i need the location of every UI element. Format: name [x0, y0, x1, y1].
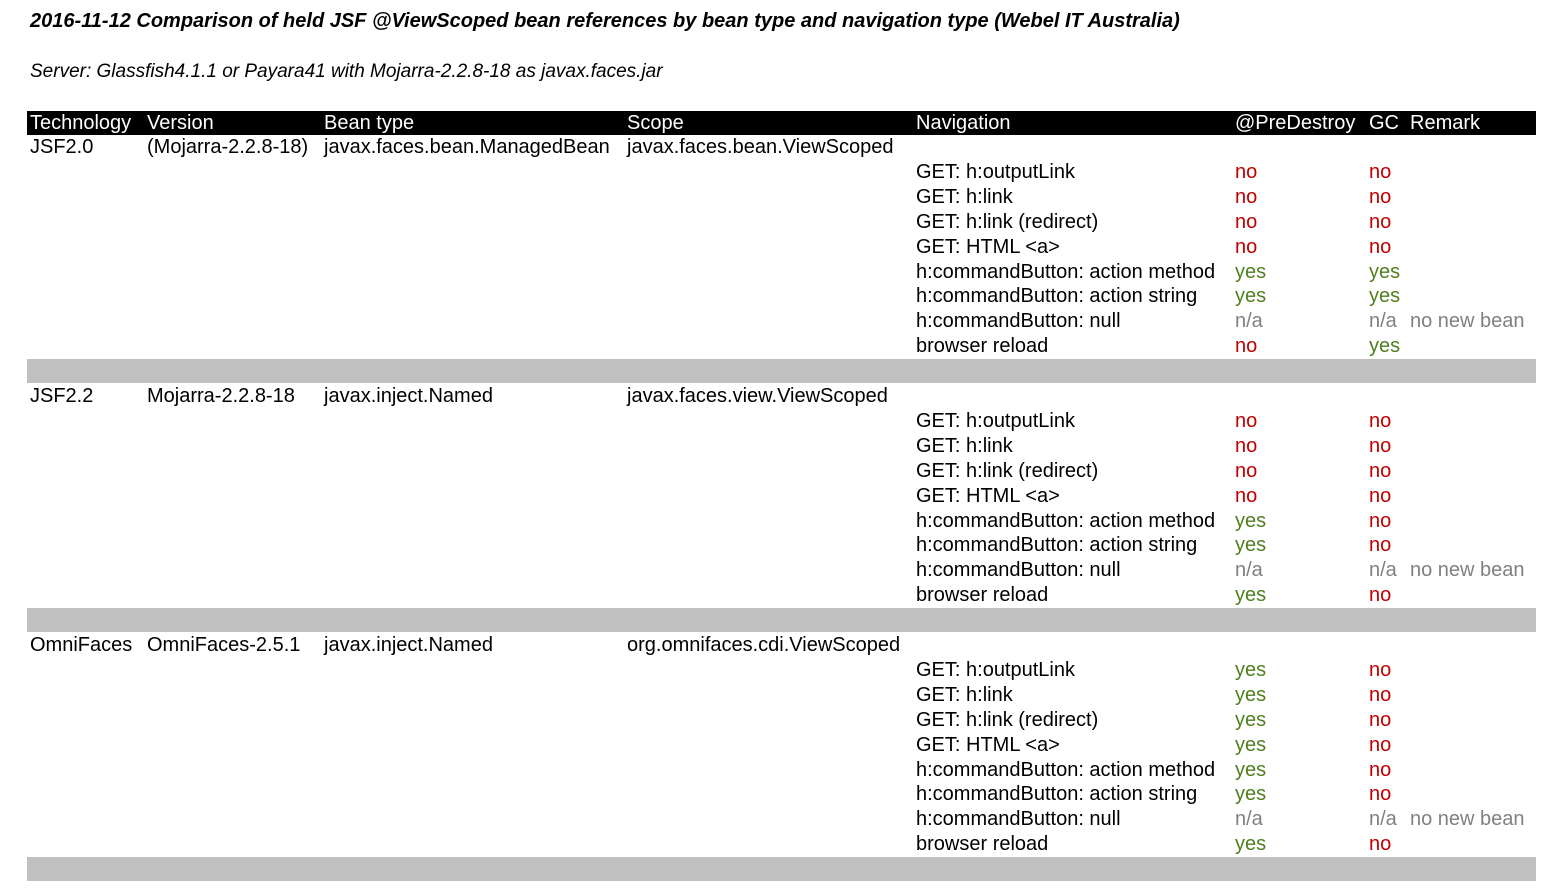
header-technology: Technology — [30, 112, 132, 134]
gc-cell: yes — [1369, 335, 1401, 358]
group-technology: OmniFaces — [30, 634, 133, 656]
predestroy-cell: yes — [1235, 783, 1267, 806]
gc-cell: no — [1369, 783, 1392, 806]
group-separator — [27, 857, 1536, 881]
group-separator — [27, 608, 1536, 632]
predestroy-cell: n/a — [1235, 559, 1263, 582]
predestroy-cell: yes — [1235, 584, 1267, 607]
gc-cell: n/a — [1369, 310, 1397, 333]
gc-cell: no — [1369, 235, 1392, 258]
navigation-cell: GET: HTML <a> — [916, 733, 1060, 756]
predestroy-cell: no — [1235, 185, 1258, 208]
predestroy-cell: yes — [1235, 260, 1267, 283]
header-bean-type: Bean type — [324, 112, 415, 134]
predestroy-cell: yes — [1235, 285, 1267, 308]
predestroy-cell: no — [1235, 235, 1258, 258]
navigation-cell: GET: h:link — [916, 434, 1013, 457]
group-scope: javax.faces.view.ViewScoped — [627, 385, 888, 407]
predestroy-cell: no — [1235, 210, 1258, 233]
gc-cell: no — [1369, 758, 1392, 781]
predestroy-cell: yes — [1235, 708, 1267, 731]
predestroy-cell: no — [1235, 484, 1258, 507]
predestroy-cell: yes — [1235, 658, 1267, 681]
group-bean-type: javax.faces.bean.ManagedBean — [324, 136, 610, 158]
group-technology: JSF2.2 — [30, 385, 94, 407]
group-scope: javax.faces.bean.ViewScoped — [627, 136, 894, 158]
header-navigation: Navigation — [916, 112, 1011, 134]
navigation-cell: h:commandButton: null — [916, 808, 1121, 831]
page-subtitle: Server: Glassfish4.1.1 or Payara41 with Mojarra-2.2.8-18 as javax.faces.jar — [30, 61, 663, 82]
gc-cell: no — [1369, 683, 1392, 706]
navigation-cell: browser reload — [916, 833, 1049, 856]
gc-cell: no — [1369, 708, 1392, 731]
group-separator — [27, 359, 1536, 383]
predestroy-cell: yes — [1235, 509, 1267, 532]
gc-cell: no — [1369, 459, 1392, 482]
gc-cell: no — [1369, 584, 1392, 607]
predestroy-cell: no — [1235, 335, 1258, 358]
remark-cell: no new bean — [1410, 808, 1525, 831]
navigation-cell: h:commandButton: action string — [916, 534, 1198, 557]
predestroy-cell: yes — [1235, 758, 1267, 781]
group-bean-type: javax.inject.Named — [324, 385, 493, 407]
header-scope: Scope — [627, 112, 684, 134]
predestroy-cell: yes — [1235, 534, 1267, 557]
predestroy-cell: no — [1235, 160, 1258, 183]
gc-cell: n/a — [1369, 808, 1397, 831]
group-bean-type: javax.inject.Named — [324, 634, 493, 656]
predestroy-cell: n/a — [1235, 310, 1263, 333]
page-title: 2016-11-12 Comparison of held JSF @ViewScoped bean references by bean type and navigation type (Webel IT Australia) — [30, 10, 1180, 32]
gc-cell: no — [1369, 484, 1392, 507]
gc-cell: yes — [1369, 260, 1401, 283]
predestroy-cell: yes — [1235, 683, 1267, 706]
group-version: OmniFaces-2.5.1 — [147, 634, 301, 656]
navigation-cell: GET: h:link — [916, 185, 1013, 208]
header-gc: GC — [1369, 112, 1399, 134]
navigation-cell: h:commandButton: action string — [916, 783, 1198, 806]
predestroy-cell: no — [1235, 409, 1258, 432]
header-remark: Remark — [1410, 112, 1481, 134]
remark-cell: no new bean — [1410, 559, 1525, 582]
navigation-cell: GET: HTML <a> — [916, 235, 1060, 258]
navigation-cell: h:commandButton: action string — [916, 285, 1198, 308]
navigation-cell: GET: h:outputLink — [916, 409, 1075, 432]
header-version: Version — [147, 112, 214, 134]
gc-cell: no — [1369, 833, 1392, 856]
remark-cell: no new bean — [1410, 310, 1525, 333]
group-technology: JSF2.0 — [30, 136, 94, 158]
gc-cell: no — [1369, 409, 1392, 432]
gc-cell: no — [1369, 160, 1392, 183]
predestroy-cell: yes — [1235, 733, 1267, 756]
navigation-cell: h:commandButton: null — [916, 559, 1121, 582]
gc-cell: no — [1369, 534, 1392, 557]
navigation-cell: GET: h:link (redirect) — [916, 459, 1099, 482]
group-version: (Mojarra-2.2.8-18) — [147, 136, 309, 158]
gc-cell: yes — [1369, 285, 1401, 308]
navigation-cell: GET: h:link (redirect) — [916, 708, 1099, 731]
gc-cell: no — [1369, 210, 1392, 233]
navigation-cell: h:commandButton: null — [916, 310, 1121, 333]
predestroy-cell: yes — [1235, 833, 1267, 856]
group-version: Mojarra-2.2.8-18 — [147, 385, 295, 407]
navigation-cell: browser reload — [916, 335, 1049, 358]
gc-cell: no — [1369, 733, 1392, 756]
table-header — [27, 111, 1536, 135]
navigation-cell: h:commandButton: action method — [916, 260, 1216, 283]
gc-cell: n/a — [1369, 559, 1397, 582]
navigation-cell: GET: h:link (redirect) — [916, 210, 1099, 233]
predestroy-cell: no — [1235, 434, 1258, 457]
navigation-cell: GET: h:outputLink — [916, 658, 1075, 681]
navigation-cell: h:commandButton: action method — [916, 758, 1216, 781]
gc-cell: no — [1369, 185, 1392, 208]
gc-cell: no — [1369, 658, 1392, 681]
gc-cell: no — [1369, 509, 1392, 532]
navigation-cell: h:commandButton: action method — [916, 509, 1216, 532]
group-scope: org.omnifaces.cdi.ViewScoped — [627, 634, 901, 656]
predestroy-cell: n/a — [1235, 808, 1263, 831]
navigation-cell: GET: h:outputLink — [916, 160, 1075, 183]
navigation-cell: GET: h:link — [916, 683, 1013, 706]
predestroy-cell: no — [1235, 459, 1258, 482]
navigation-cell: GET: HTML <a> — [916, 484, 1060, 507]
header-predestroy: @PreDestroy — [1235, 112, 1356, 134]
gc-cell: no — [1369, 434, 1392, 457]
navigation-cell: browser reload — [916, 584, 1049, 607]
